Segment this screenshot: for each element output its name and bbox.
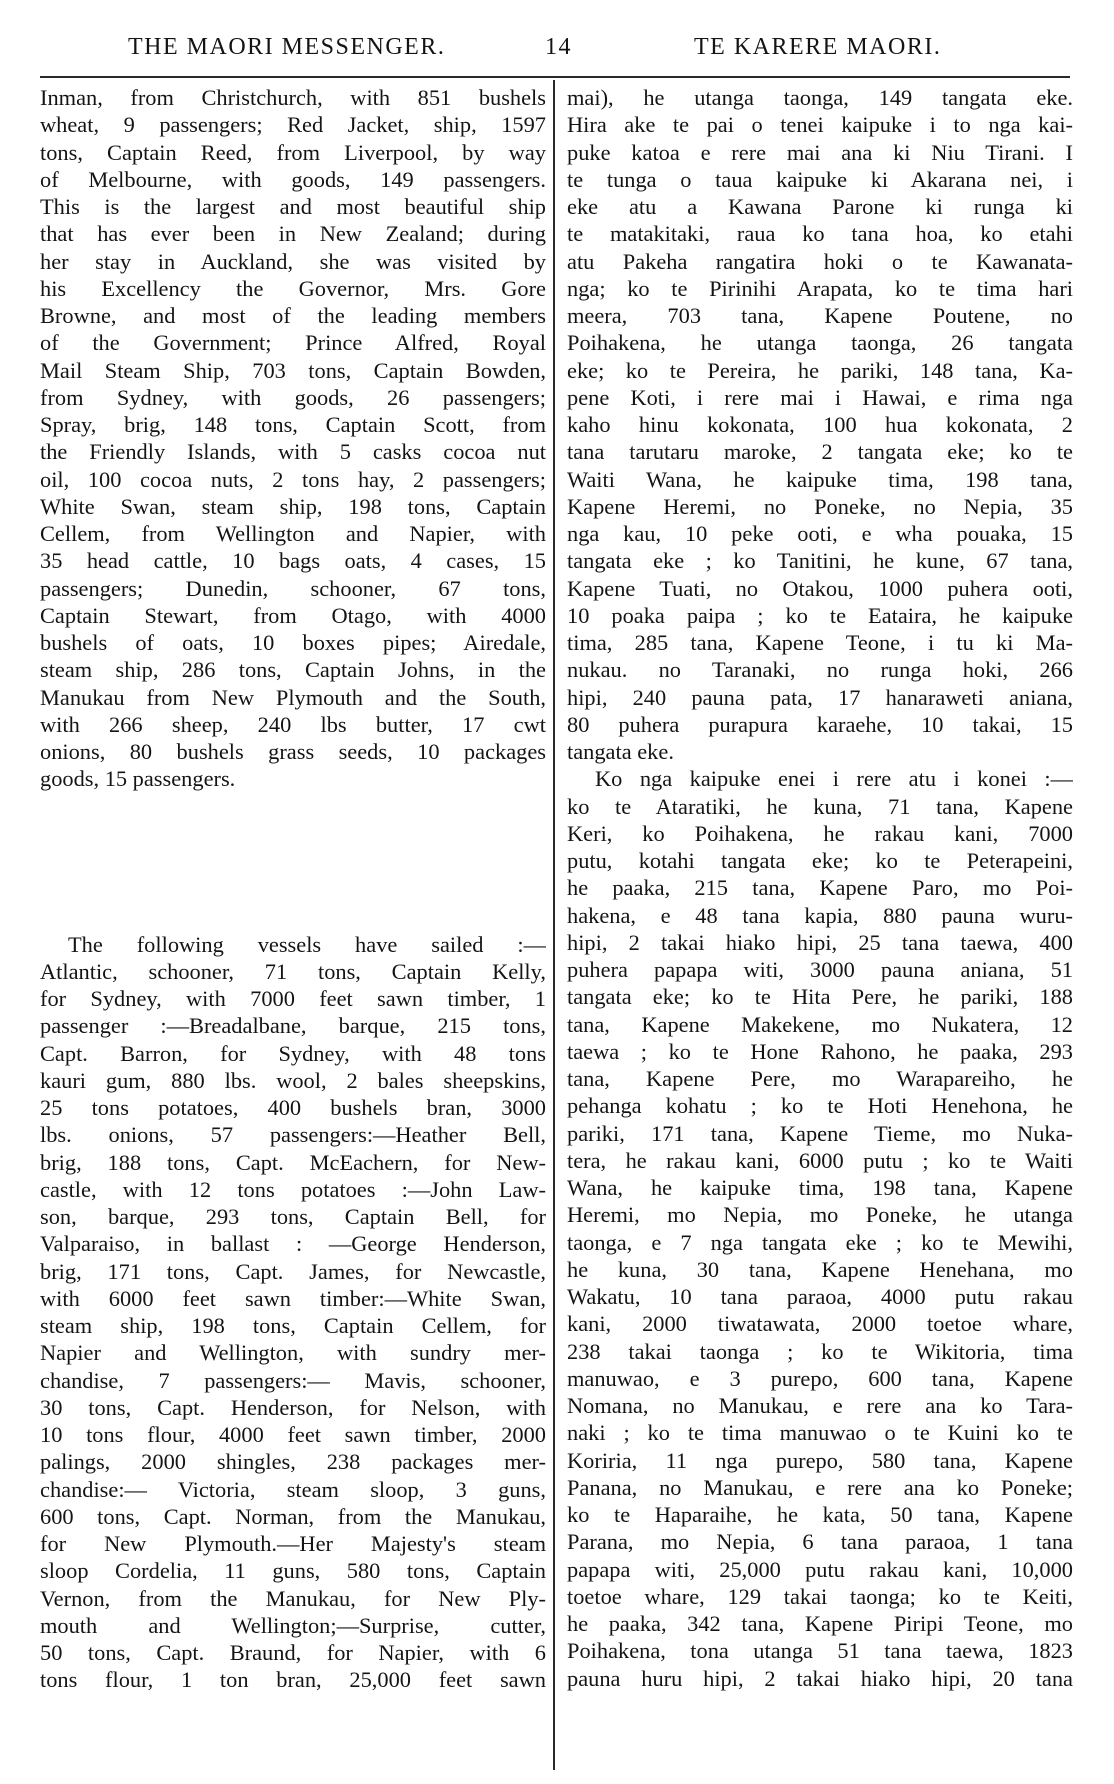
text-line: tima, 285 tana, Kapene Teone, i tu ki Ma-	[567, 630, 1073, 655]
text-line: 10 tons flour, 4000 feet sawn timber, 2000	[40, 1422, 546, 1447]
text-line: mai), he utanga taonga, 149 tangata eke.	[567, 85, 1073, 110]
page-number: 14	[545, 34, 572, 60]
text-line: brig, 171 tons, Capt. James, for Newcastle,	[40, 1258, 546, 1284]
text-line: nukau. no Taranaki, no runga hoki, 266	[567, 657, 1073, 683]
text-line: papapa witi, 25,000 putu rakau kani, 10,000	[567, 1556, 1073, 1582]
text-line: tana, Kapene Pere, mo Warapareiho, he	[567, 1066, 1073, 1091]
text-line: tons, Captain Reed, from Liverpool, by way	[40, 139, 546, 165]
text-line: Kapene Tuati, no Otakou, 1000 puhera ooti,	[567, 575, 1073, 601]
text-line: kauri gum, 880 lbs. wool, 2 bales sheepskins,	[40, 1067, 546, 1093]
text-line: Ko nga kaipuke enei i rere atu i konei :—	[595, 766, 1073, 792]
text-line: 238 takai taonga ; ko te Wikitoria, tima	[567, 1338, 1073, 1364]
text-line: passenger :—Breadalbane, barque, 215 tons,	[40, 1013, 546, 1039]
text-line: Captain Stewart, from Otago, with 4000	[40, 602, 546, 628]
text-line: 25 tons potatoes, 400 bushels bran, 3000	[40, 1095, 546, 1120]
text-line: of the Government; Prince Alfred, Royal	[40, 330, 546, 356]
text-line: nga kau, 10 peke ooti, e wha pouaka, 15	[567, 521, 1073, 546]
text-line: taewa ; ko te Hone Rahono, he paaka, 293	[567, 1038, 1073, 1064]
text-line: steam ship, 198 tons, Captain Cellem, for	[40, 1313, 546, 1338]
text-line: The following vessels have sailed :—	[68, 931, 546, 957]
text-line: te tunga o taua kaipuke ki Akarana nei, i	[567, 166, 1073, 192]
text-line: 80 puhera purapura karaehe, 10 takai, 15	[567, 711, 1073, 737]
text-line: Inman, from Christchurch, with 851 bushels	[40, 85, 546, 110]
text-line: he paaka, 342 tana, Kapene Piripi Teone, mo	[567, 1611, 1073, 1636]
text-line: steam ship, 286 tons, Captain Johns, in the	[40, 657, 546, 683]
text-line: puhera papapa witi, 3000 pauna aniana, 51	[567, 957, 1073, 982]
text-line: tana, Kapene Makekene, mo Nukatera, 12	[567, 1011, 1073, 1037]
text-line: son, barque, 293 tons, Captain Bell, for	[40, 1204, 546, 1229]
text-line: wheat, 9 passengers; Red Jacket, ship, 1597	[40, 112, 546, 138]
text-line: Koriria, 11 nga purepo, 580 tana, Kapene	[567, 1447, 1073, 1473]
text-line: ko te Haparaihe, he kata, 50 tana, Kapene	[567, 1502, 1073, 1527]
text-line: pariki, 171 tana, Kapene Tieme, mo Nuka-	[567, 1120, 1073, 1146]
text-line: Wana, he kaipuke tima, 198 tana, Kapene	[567, 1175, 1073, 1200]
text-line: Wakatu, 10 tana paraoa, 4000 putu rakau	[567, 1284, 1073, 1309]
text-line: Manukau from New Plymouth and the South,	[40, 684, 546, 710]
text-line: tana tarutaru maroke, 2 tangata eke; ko te	[567, 439, 1073, 465]
header-rule	[40, 76, 1070, 78]
text-line: pauna huru hipi, 2 takai hiako hipi, 20 tana	[567, 1665, 1073, 1691]
text-line: White Swan, steam ship, 198 tons, Captain	[40, 493, 546, 519]
arrivals-paragraph	[40, 84, 546, 793]
text-line: 10 poaka paipa ; ko te Eataira, he kaipuke	[567, 602, 1073, 628]
column-divider	[553, 80, 555, 1770]
text-line: nga; ko te Pirinihi Arapata, ko te tima hari	[567, 275, 1073, 301]
text-line: kaho hinu kokonata, 100 hua kokonata, 2	[567, 412, 1073, 437]
text-line: Atlantic, schooner, 71 tons, Captain Kelly,	[40, 958, 546, 984]
text-line: putu, kotahi tangata eke; ko te Peterapeini,	[567, 848, 1073, 873]
text-line: Parana, mo Nepia, 6 tana paraoa, 1 tana	[567, 1529, 1073, 1555]
text-line: lbs. onions, 57 passengers:—Heather Bell,	[40, 1122, 546, 1148]
text-line: onions, 80 bushels grass seeds, 10 packages	[40, 739, 546, 764]
text-line: Mail Steam Ship, 703 tons, Captain Bowden,	[40, 357, 546, 383]
text-line: goods, 15 passengers.	[40, 766, 236, 792]
text-line: her stay in Auckland, she was visited by	[40, 248, 546, 274]
page-header	[0, 34, 1114, 74]
text-line: Kapene Heremi, no Poneke, no Nepia, 35	[567, 493, 1073, 519]
text-line: hakena, e 48 tana kapia, 880 pauna wuru-	[567, 902, 1073, 928]
text-line: naki ; ko te tima manuwao o te Kuini ko te	[567, 1420, 1073, 1446]
text-line: te matakitaki, raua ko tana hoa, ko etahi	[567, 221, 1073, 247]
text-line: for Sydney, with 7000 feet sawn timber, 1	[40, 986, 546, 1011]
text-line: Heremi, mo Nepia, mo Poneke, he utanga	[567, 1202, 1073, 1228]
text-line: from Sydney, with goods, 26 passengers;	[40, 384, 546, 410]
text-line: Vernon, from the Manukau, for New Ply-	[40, 1585, 546, 1611]
text-line: 600 tons, Capt. Norman, from the Manukau,	[40, 1503, 546, 1529]
text-line: chandise, 7 passengers:— Mavis, schooner,	[40, 1367, 546, 1393]
text-line: taonga, e 7 nga tangata eke ; ko te Mewihi,	[567, 1229, 1073, 1255]
text-line: chandise:— Victoria, steam sloop, 3 guns,	[40, 1476, 546, 1502]
text-line: that has ever been in New Zealand; during	[40, 221, 546, 247]
text-line: passengers; Dunedin, schooner, 67 tons,	[40, 575, 546, 601]
text-line: the Friendly Islands, with 5 casks cocoa nut	[40, 439, 546, 465]
text-line: his Excellency the Governor, Mrs. Gore	[40, 275, 546, 301]
text-line: oil, 100 cocoa nuts, 2 tons hay, 2 passengers;	[40, 466, 546, 492]
sailings-paragraph	[40, 931, 546, 1694]
text-line: mouth and Wellington;—Surprise, cutter,	[40, 1612, 546, 1638]
text-line: hipi, 2 takai hiako hipi, 25 tana taewa, 400	[567, 929, 1073, 955]
text-line: manuwao, e 3 purepo, 600 tana, Kapene	[567, 1365, 1073, 1391]
text-line: tangata eke.	[567, 739, 674, 764]
text-line: sloop Cordelia, 11 guns, 580 tons, Captain	[40, 1558, 546, 1584]
text-line: ko te Ataratiki, he kuna, 71 tana, Kapene	[567, 793, 1073, 819]
maori-column	[567, 84, 1073, 1692]
maori-text	[567, 84, 1073, 1692]
text-line: tons flour, 1 ton bran, 25,000 feet sawn	[40, 1667, 546, 1693]
text-line: tangata eke ; ko Tanitini, he kune, 67 tana,	[567, 548, 1073, 574]
text-line: Keri, ko Poihakena, he rakau kani, 7000	[567, 820, 1073, 846]
text-line: Valparaiso, in ballast : —George Henderson,	[40, 1231, 546, 1257]
column-gap	[40, 793, 546, 931]
text-line: Poihakena, he utanga taonga, 26 tangata	[567, 330, 1073, 356]
text-line: 50 tons, Capt. Braund, for Napier, with 6	[40, 1640, 546, 1665]
maori-title: TE KARERE MAORI.	[694, 34, 942, 60]
text-line: tera, he rakau kani, 6000 putu ; ko te Waiti	[567, 1147, 1073, 1173]
text-line: Poihakena, tona utanga 51 tana taewa, 1823	[567, 1638, 1073, 1664]
text-line: Napier and Wellington, with sundry mer-	[40, 1340, 546, 1366]
text-line: he paaka, 215 tana, Kapene Paro, mo Poi-	[567, 875, 1073, 901]
text-line: Hira ake te pai o tenei kaipuke i to nga kai-	[567, 112, 1073, 138]
english-column	[40, 84, 546, 1694]
text-line: eke; ko te Pereira, he pariki, 148 tana, Ka-	[567, 357, 1073, 383]
text-line: puke katoa e rere mai ana ki Niu Tirani. I	[567, 139, 1073, 165]
text-line: Browne, and most of the leading members	[40, 303, 546, 328]
text-line: he kuna, 30 tana, Kapene Henehana, mo	[567, 1256, 1073, 1282]
text-line: with 6000 feet sawn timber:—White Swan,	[40, 1285, 546, 1311]
text-line: bushels of oats, 10 boxes pipes; Airedale,	[40, 630, 546, 655]
text-line: Spray, brig, 148 tons, Captain Scott, from	[40, 412, 546, 437]
text-line: 30 tons, Capt. Henderson, for Nelson, with	[40, 1394, 546, 1420]
text-line: Waiti Wana, he kaipuke tima, 198 tana,	[567, 466, 1073, 492]
text-line: meera, 703 tana, Kapene Poutene, no	[567, 303, 1073, 328]
text-line: kani, 2000 tiwatawata, 2000 toetoe whare,	[567, 1311, 1073, 1337]
text-line: pehanga kohatu ; ko te Hoti Henehona, he	[567, 1093, 1073, 1119]
text-line: This is the largest and most beautiful ship	[40, 194, 546, 219]
text-line: palings, 2000 shingles, 238 packages mer-	[40, 1449, 546, 1475]
text-line: Nomana, no Manukau, e rere ana ko Tara-	[567, 1393, 1073, 1418]
text-line: of Melbourne, with goods, 149 passengers.	[40, 166, 546, 192]
english-title: THE MAORI MESSENGER.	[128, 34, 446, 60]
text-line: 35 head cattle, 10 bags oats, 4 cases, 15	[40, 548, 546, 574]
text-line: brig, 188 tons, Capt. McEachern, for New-	[40, 1149, 546, 1175]
text-line: castle, with 12 tons potatoes :—John Law-	[40, 1176, 546, 1202]
text-line: Capt. Barron, for Sydney, with 48 tons	[40, 1040, 546, 1066]
text-line: for New Plymouth.—Her Majesty's steam	[40, 1531, 546, 1556]
text-line: pene Koti, i rere mai i Hawai, e rima nga	[567, 384, 1073, 410]
text-line: atu Pakeha rangatira hoki o te Kawanata-	[567, 248, 1073, 274]
text-line: toetoe whare, 129 takai taonga; ko te Keiti,	[567, 1583, 1073, 1609]
text-line: hipi, 240 pauna pata, 17 hanaraweti aniana,	[567, 684, 1073, 710]
text-line: Panana, no Manukau, e rere ana ko Poneke;	[567, 1474, 1073, 1500]
text-line: with 266 sheep, 240 lbs butter, 17 cwt	[40, 711, 546, 737]
text-line: eke atu a Kawana Parone ki runga ki	[567, 194, 1073, 219]
text-line: tangata eke; ko te Hita Pere, he pariki, 188	[567, 984, 1073, 1010]
text-line: Cellem, from Wellington and Napier, with	[40, 521, 546, 546]
